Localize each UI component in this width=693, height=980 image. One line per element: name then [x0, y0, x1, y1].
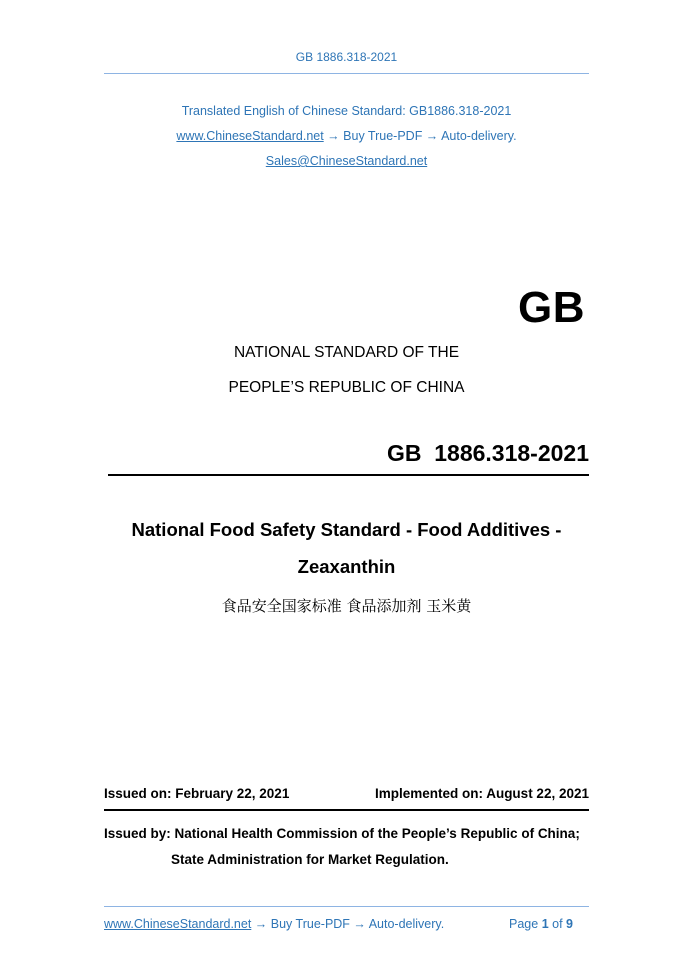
implemented-date: Implemented on: August 22, 2021: [374, 786, 589, 801]
footer-divider: [104, 906, 589, 907]
running-header: GB 1886.318-2021: [295, 50, 398, 64]
document-title-line-1: National Food Safety Standard - Food Additives -: [131, 519, 562, 540]
standard-number: GB 1886.318-2021: [386, 440, 589, 466]
footer-purchase-text: → Buy True-PDF → Auto-delivery.: [251, 917, 445, 931]
translation-notice: Translated English of Chinese Standard: GB1886.318-2021: [181, 104, 512, 118]
header-divider: [104, 73, 589, 74]
issued-date: Issued on: February 22, 2021: [104, 786, 290, 801]
purchase-line: [0, 129, 693, 143]
gb-logo: GB: [518, 283, 585, 332]
page-label: Page: [509, 917, 539, 931]
standard-title-line-1: NATIONAL STANDARD OF THE: [233, 344, 460, 361]
issuer-line-2: State Administration for Market Regulation.: [171, 852, 449, 867]
footer-purchase-line: [104, 917, 444, 931]
page-indicator: [509, 917, 573, 931]
document-title-chinese: 食品安全国家标准 食品添加剂 玉米黄: [221, 597, 472, 615]
footer-site-link[interactable]: www.ChineseStandard.net: [104, 917, 252, 931]
page-of: of: [552, 917, 563, 931]
issuer-line-1: Issued by: National Health Commission of the People’s Republic of China;: [104, 826, 580, 841]
email-link[interactable]: Sales@ChineseStandard.net: [265, 154, 428, 168]
page-total: 9: [566, 917, 573, 931]
email-line: [0, 154, 693, 168]
title-divider: [108, 474, 589, 476]
site-link[interactable]: www.ChineseStandard.net: [176, 129, 324, 143]
page-current: 1: [541, 917, 549, 931]
purchase-text: → Buy True-PDF → Auto-delivery.: [323, 129, 517, 143]
document-title-line-2: Zeaxanthin: [297, 556, 396, 577]
standard-title-line-2: PEOPLE’S REPUBLIC OF CHINA: [228, 379, 465, 396]
dates-divider: [104, 809, 589, 811]
